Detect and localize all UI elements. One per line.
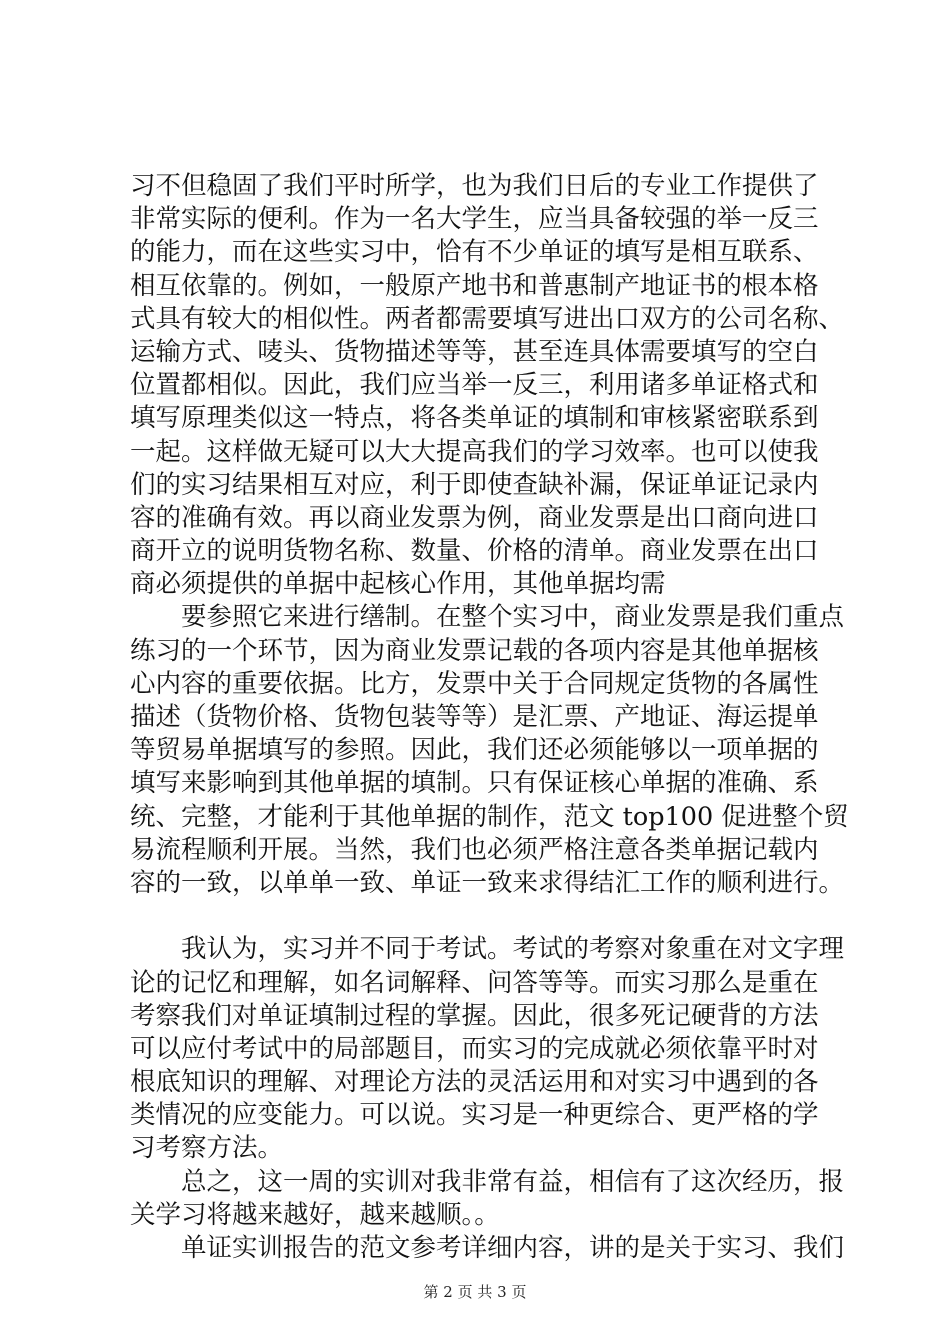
blank-line xyxy=(130,900,830,933)
text-line: 习考察方法。 xyxy=(130,1133,284,1164)
text-line: 式具有较大的相似性。两者都需要填写进出口双方的公司名称、 xyxy=(130,303,845,334)
text-line: 类情况的应变能力。可以说。实习是一种更综合、更严格的学 xyxy=(130,1100,819,1131)
text-line: 根底知识的理解、对理论方法的灵活运用和对实习中遇到的各 xyxy=(130,1067,819,1098)
text-line: 我认为，实习并不同于考试。考试的考察对象重在对文字理 xyxy=(130,934,845,965)
text-line: 商必须提供的单据中起核心作用，其他单据均需 xyxy=(130,569,666,600)
text-line: 可以应付考试中的局部题目，而实习的完成就必须依靠平时对 xyxy=(130,1033,819,1064)
text-line: 描述（货物价格、货物包装等等）是汇票、产地证、海运提单 xyxy=(130,702,819,732)
text-line: 等贸易单据填写的参照。因此，我们还必须能够以一项单据的 xyxy=(130,735,819,766)
text-line: 的能力，而在这些实习中，恰有不少单证的填写是相互联系、 xyxy=(130,237,819,268)
text-line: 心内容的重要依据。比方，发票中关于合同规定货物的各属性 xyxy=(130,668,819,699)
text-line: 商开立的说明货物名称、数量、价格的清单。商业发票在出口 xyxy=(130,536,819,567)
page-footer: 第 2 页 共 3 页 xyxy=(423,1283,527,1301)
document-body xyxy=(130,170,849,1265)
text-line: 考察我们对单证填制过程的掌握。因此，很多死记硬背的方法 xyxy=(130,1000,819,1031)
text-line: 总之，这一周的实训对我非常有益，相信有了这次经历，报 xyxy=(130,1166,845,1197)
text-line: 论的记忆和理解，如名词解释、问答等等。而实习那么是重在 xyxy=(130,967,819,998)
text-line: 容的一致，以单单一致、单证一致来求得结汇工作的顺利进行。 xyxy=(130,867,845,898)
text-line: 易流程顺利开展。当然，我们也必须严格注意各类单据记载内 xyxy=(130,834,819,865)
text-line: 关学习将越来越好，越来越顺。。 xyxy=(130,1199,500,1230)
text-line: 非常实际的便利。作为一名大学生，应当具备较强的举一反三 xyxy=(130,204,819,235)
text-line: 单证实训报告的范文参考详细内容，讲的是关于实习、我们 xyxy=(130,1233,845,1263)
text-line: 相互依靠的。例如，一般原产地书和普惠制产地证书的根本格 xyxy=(130,270,819,301)
text-line: 一起。这样做无疑可以大大提高我们的学习效率。也可以使我 xyxy=(130,436,819,467)
text-line: 位置都相似。因此，我们应当举一反三，利用诸多单证格式和 xyxy=(130,370,819,401)
text-line: 们的实习结果相互对应，利于即使查缺补漏，保证单证记录内 xyxy=(130,469,819,500)
text-line: 运输方式、唛头、货物描述等等，甚至连具体需要填写的空白 xyxy=(130,336,819,367)
text-line: 练习的一个环节，因为商业发票记载的各项内容是其他单据核 xyxy=(130,635,819,666)
text-line: 填写来影响到其他单据的填制。只有保证核心单据的准确、系 xyxy=(130,768,819,799)
text-line: 填写原理类似这一特点，将各类单证的填制和审核紧密联系到 xyxy=(130,403,819,434)
text-line: 容的准确有效。再以商业发票为例，商业发票是出口商向进口 xyxy=(130,502,819,533)
text-line: 习不但稳固了我们平时所学，也为我们日后的专业工作提供了 xyxy=(130,171,819,201)
text-line: 要参照它来进行缮制。在整个实习中，商业发票是我们重点 xyxy=(130,602,845,633)
text-line: 统、完整，才能利于其他单据的制作，范文 top100 促进整个贸 xyxy=(130,801,849,832)
